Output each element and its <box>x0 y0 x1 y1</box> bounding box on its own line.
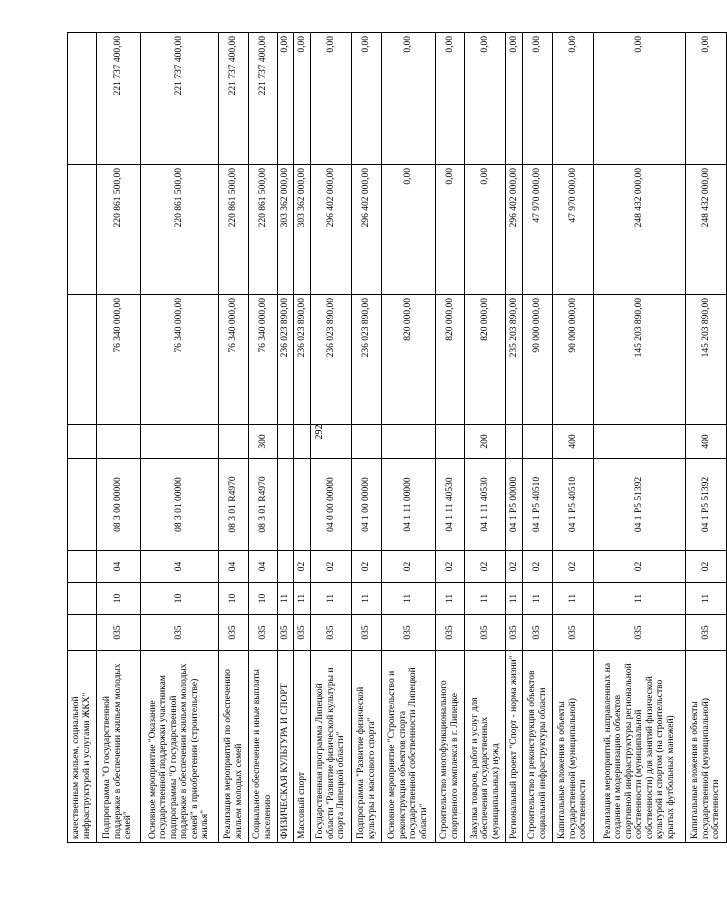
row-section-cell: 11 <box>277 583 294 615</box>
row-name-cell: Региональный проект "Спорт - норма жизни" <box>506 651 523 843</box>
row-expense-type-cell <box>96 425 140 459</box>
row-amount-3-cell: 0,00 <box>594 33 686 165</box>
row-name-cell: ФИЗИЧЕСКАЯ КУЛЬТУРА И СПОРТ <box>277 651 294 843</box>
row-amount-3-cell: 0,00 <box>294 33 311 165</box>
row-amount-3-cell: 0,00 <box>685 33 726 165</box>
row-amount-1-cell: 90 000 000,00 <box>552 295 593 425</box>
row-amount-1-cell: 236 023 890,00 <box>352 295 382 425</box>
row-amount-3-cell: 0,00 <box>435 33 465 165</box>
row-code-cell: 035 <box>685 615 726 651</box>
row-amount-2-cell: 220 861 500,00 <box>249 165 278 295</box>
row-amount-3-cell: 221 737 400,00 <box>140 33 219 165</box>
table-row <box>352 33 382 843</box>
row-amount-1-cell: 236 023 890,00 <box>277 295 294 425</box>
row-code-cell: 035 <box>465 615 506 651</box>
row-code-cell <box>68 615 97 651</box>
row-section-cell: 10 <box>140 583 219 615</box>
row-expense-type-cell: 200 <box>465 425 506 459</box>
row-amount-1-cell: 76 340 000,00 <box>140 295 219 425</box>
row-target-article-cell: 04 1 00 00000 <box>352 459 382 551</box>
row-expense-type-cell <box>594 425 686 459</box>
row-expense-type-cell: 400 <box>685 425 726 459</box>
row-amount-1-cell: 76 340 000,00 <box>96 295 140 425</box>
row-amount-1-cell: 76 340 000,00 <box>249 295 278 425</box>
table-row <box>465 33 506 843</box>
row-subsection-cell: 02 <box>352 551 382 583</box>
row-subsection-cell: 02 <box>506 551 523 583</box>
row-amount-3-cell: 221 737 400,00 <box>96 33 140 165</box>
row-expense-type-cell <box>277 425 294 459</box>
row-subsection-cell <box>68 551 97 583</box>
row-amount-2-cell: 303 362 000,00 <box>294 165 311 295</box>
row-target-article-cell <box>277 459 294 551</box>
row-subsection-cell <box>277 551 294 583</box>
row-code-cell: 035 <box>249 615 278 651</box>
row-expense-type-cell: 400 <box>552 425 593 459</box>
row-amount-2-cell: 220 861 500,00 <box>96 165 140 295</box>
table-row <box>96 33 140 843</box>
row-subsection-cell: 02 <box>523 551 553 583</box>
row-amount-3-cell: 0,00 <box>465 33 506 165</box>
row-amount-3-cell: 0,00 <box>523 33 553 165</box>
row-target-article-cell: 04 1 11 40530 <box>465 459 506 551</box>
row-name-cell: Закупка товаров, работ и услуг для обеспечения государственных (муниципальных) нужд <box>465 651 506 843</box>
row-target-article-cell: 08 3 01 00000 <box>140 459 219 551</box>
table-row <box>219 33 249 843</box>
table-row <box>506 33 523 843</box>
row-code-cell: 035 <box>552 615 593 651</box>
row-amount-3-cell <box>68 33 97 165</box>
row-amount-1-cell: 235 203 890,00 <box>506 295 523 425</box>
row-amount-2-cell: 47 970 000,00 <box>523 165 553 295</box>
row-target-article-cell: 04 1 11 40530 <box>435 459 465 551</box>
row-section-cell: 11 <box>381 583 435 615</box>
row-name-cell: Подпрограмма "О государственной поддержке в обеспечении жильем молодых семей" <box>96 651 140 843</box>
row-code-cell: 035 <box>96 615 140 651</box>
table-row <box>594 33 686 843</box>
row-code-cell: 035 <box>506 615 523 651</box>
row-code-cell: 035 <box>311 615 352 651</box>
row-target-article-cell: 04 0 00 00000 <box>311 459 352 551</box>
row-amount-2-cell: 0,00 <box>465 165 506 295</box>
row-section-cell: 11 <box>435 583 465 615</box>
page-number: 292 <box>314 424 325 440</box>
row-subsection-cell: 02 <box>435 551 465 583</box>
row-target-article-cell: 04 1 P5 51392 <box>685 459 726 551</box>
row-section-cell: 11 <box>294 583 311 615</box>
row-subsection-cell: 02 <box>465 551 506 583</box>
table-row <box>311 33 352 843</box>
table-row <box>435 33 465 843</box>
row-expense-type-cell <box>219 425 249 459</box>
row-section-cell: 11 <box>311 583 352 615</box>
row-expense-type-cell <box>294 425 311 459</box>
table-row <box>523 33 553 843</box>
row-name-cell: Государственная программа Липецкой области "Развитие физической культуры и спорта Липецкой области" <box>311 651 352 843</box>
row-expense-type-cell: 300 <box>249 425 278 459</box>
row-code-cell: 035 <box>435 615 465 651</box>
row-amount-2-cell: 0,00 <box>381 165 435 295</box>
row-amount-2-cell: 296 402 000,00 <box>506 165 523 295</box>
row-amount-3-cell: 0,00 <box>277 33 294 165</box>
row-expense-type-cell <box>352 425 382 459</box>
row-name-cell: Реализация мероприятий по обеспечению жильем молодых семей <box>219 651 249 843</box>
row-expense-type-cell <box>68 425 97 459</box>
row-amount-3-cell: 0,00 <box>381 33 435 165</box>
row-target-article-cell: 04 1 P5 00000 <box>506 459 523 551</box>
row-subsection-cell: 02 <box>311 551 352 583</box>
row-name-cell: Основное мероприятие "Оказание государственной поддержки участникам подпрограммы "О государственной поддержке в обеспечении жильем молодых семей" в приобретении (строительстве) жилья" <box>140 651 219 843</box>
rotated-table-wrapper <box>67 33 727 843</box>
row-amount-3-cell: 0,00 <box>552 33 593 165</box>
row-target-article-cell: 08 3 00 00000 <box>96 459 140 551</box>
row-code-cell: 035 <box>294 615 311 651</box>
row-name-cell: Основное мероприятие "Строительство и реконструкция объектов спорта государственной собственности Липецкой области" <box>381 651 435 843</box>
row-amount-1-cell: 820 000,00 <box>465 295 506 425</box>
table-body <box>68 33 727 843</box>
row-target-article-cell: 08 3 01 R4970 <box>249 459 278 551</box>
row-amount-2-cell: 248 432 000,00 <box>685 165 726 295</box>
row-amount-1-cell: 236 023 890,00 <box>311 295 352 425</box>
row-section-cell: 11 <box>506 583 523 615</box>
row-amount-1-cell: 145 203 890,00 <box>594 295 686 425</box>
row-amount-1-cell: 820 000,00 <box>381 295 435 425</box>
row-section-cell: 10 <box>249 583 278 615</box>
row-amount-3-cell: 221 737 400,00 <box>219 33 249 165</box>
table-row <box>140 33 219 843</box>
row-section-cell <box>68 583 97 615</box>
table-row <box>294 33 311 843</box>
table-row <box>381 33 435 843</box>
row-name-cell: Капитальные вложения в объекты государственной (муниципальной) собственности <box>685 651 726 843</box>
row-subsection-cell: 02 <box>685 551 726 583</box>
row-expense-type-cell <box>506 425 523 459</box>
row-amount-2-cell: 296 402 000,00 <box>352 165 382 295</box>
budget-table <box>67 32 727 843</box>
row-subsection-cell: 04 <box>249 551 278 583</box>
row-amount-2-cell: 0,00 <box>435 165 465 295</box>
row-code-cell: 035 <box>352 615 382 651</box>
row-name-cell: Строительство многофункционального спортивного комплекса в г. Липецке <box>435 651 465 843</box>
table-row <box>249 33 278 843</box>
row-amount-2-cell: 47 970 000,00 <box>552 165 593 295</box>
row-code-cell: 035 <box>381 615 435 651</box>
row-code-cell: 035 <box>523 615 553 651</box>
row-amount-3-cell: 0,00 <box>352 33 382 165</box>
row-amount-2-cell <box>68 165 97 295</box>
table-row <box>277 33 294 843</box>
row-name-cell: Социальное обеспечение и иные выплаты населению <box>249 651 278 843</box>
row-amount-1-cell: 90 000 000,00 <box>523 295 553 425</box>
row-subsection-cell: 04 <box>96 551 140 583</box>
row-expense-type-cell <box>435 425 465 459</box>
row-target-article-cell: 08 3 01 R4970 <box>219 459 249 551</box>
row-section-cell: 11 <box>685 583 726 615</box>
table-row <box>552 33 593 843</box>
row-target-article-cell: 04 1 P5 40510 <box>523 459 553 551</box>
row-expense-type-cell <box>523 425 553 459</box>
row-target-article-cell <box>68 459 97 551</box>
row-name-cell: Реализация мероприятий, направленных на создание и модернизацию объектов спортивной инфраструктуры региональной собственности (муниципальной собственности) для занятий физической культурой и спортом (на строительство крытых футбольных манежей) <box>594 651 686 843</box>
row-name-cell: Капитальные вложения в объекты государственной (муниципальной) собственности <box>552 651 593 843</box>
row-subsection-cell: 04 <box>219 551 249 583</box>
row-section-cell: 11 <box>352 583 382 615</box>
row-section-cell: 11 <box>552 583 593 615</box>
row-code-cell: 035 <box>140 615 219 651</box>
row-amount-3-cell: 0,00 <box>506 33 523 165</box>
row-name-cell: качественным жильем, социальной инфраструктурой и услугами ЖКХ" <box>68 651 97 843</box>
row-subsection-cell: 02 <box>594 551 686 583</box>
row-amount-1-cell: 145 203 890,00 <box>685 295 726 425</box>
row-section-cell: 10 <box>219 583 249 615</box>
row-amount-1-cell: 236 023 890,00 <box>294 295 311 425</box>
row-amount-2-cell: 220 861 500,00 <box>219 165 249 295</box>
row-amount-1-cell: 76 340 000,00 <box>219 295 249 425</box>
row-section-cell: 11 <box>523 583 553 615</box>
row-expense-type-cell <box>311 425 352 459</box>
row-section-cell: 11 <box>465 583 506 615</box>
row-subsection-cell: 04 <box>140 551 219 583</box>
table-row <box>685 33 726 843</box>
row-amount-2-cell: 296 402 000,00 <box>311 165 352 295</box>
row-amount-2-cell: 248 432 000,00 <box>594 165 686 295</box>
row-code-cell: 035 <box>277 615 294 651</box>
row-section-cell: 10 <box>96 583 140 615</box>
row-amount-1-cell: 820 000,00 <box>435 295 465 425</box>
row-target-article-cell: 04 1 P5 51392 <box>594 459 686 551</box>
row-target-article-cell: 04 1 11 00000 <box>381 459 435 551</box>
row-name-cell: Массовый спорт <box>294 651 311 843</box>
row-name-cell: Подпрограмма "Развитие физической культуры и массового спорта" <box>352 651 382 843</box>
row-expense-type-cell <box>381 425 435 459</box>
row-amount-1-cell <box>68 295 97 425</box>
table-row <box>68 33 97 843</box>
row-subsection-cell: 02 <box>552 551 593 583</box>
row-section-cell: 11 <box>594 583 686 615</box>
row-amount-2-cell: 220 861 500,00 <box>140 165 219 295</box>
row-amount-3-cell: 0,00 <box>311 33 352 165</box>
row-code-cell: 035 <box>594 615 686 651</box>
row-name-cell: Строительство и реконструкция объектов социальной инфраструктуры области <box>523 651 553 843</box>
row-code-cell: 035 <box>219 615 249 651</box>
row-expense-type-cell <box>140 425 219 459</box>
row-amount-2-cell: 303 362 000,00 <box>277 165 294 295</box>
row-amount-3-cell: 221 737 400,00 <box>249 33 278 165</box>
row-target-article-cell: 04 1 P5 40510 <box>552 459 593 551</box>
row-target-article-cell <box>294 459 311 551</box>
row-subsection-cell: 02 <box>381 551 435 583</box>
row-subsection-cell: 02 <box>294 551 311 583</box>
